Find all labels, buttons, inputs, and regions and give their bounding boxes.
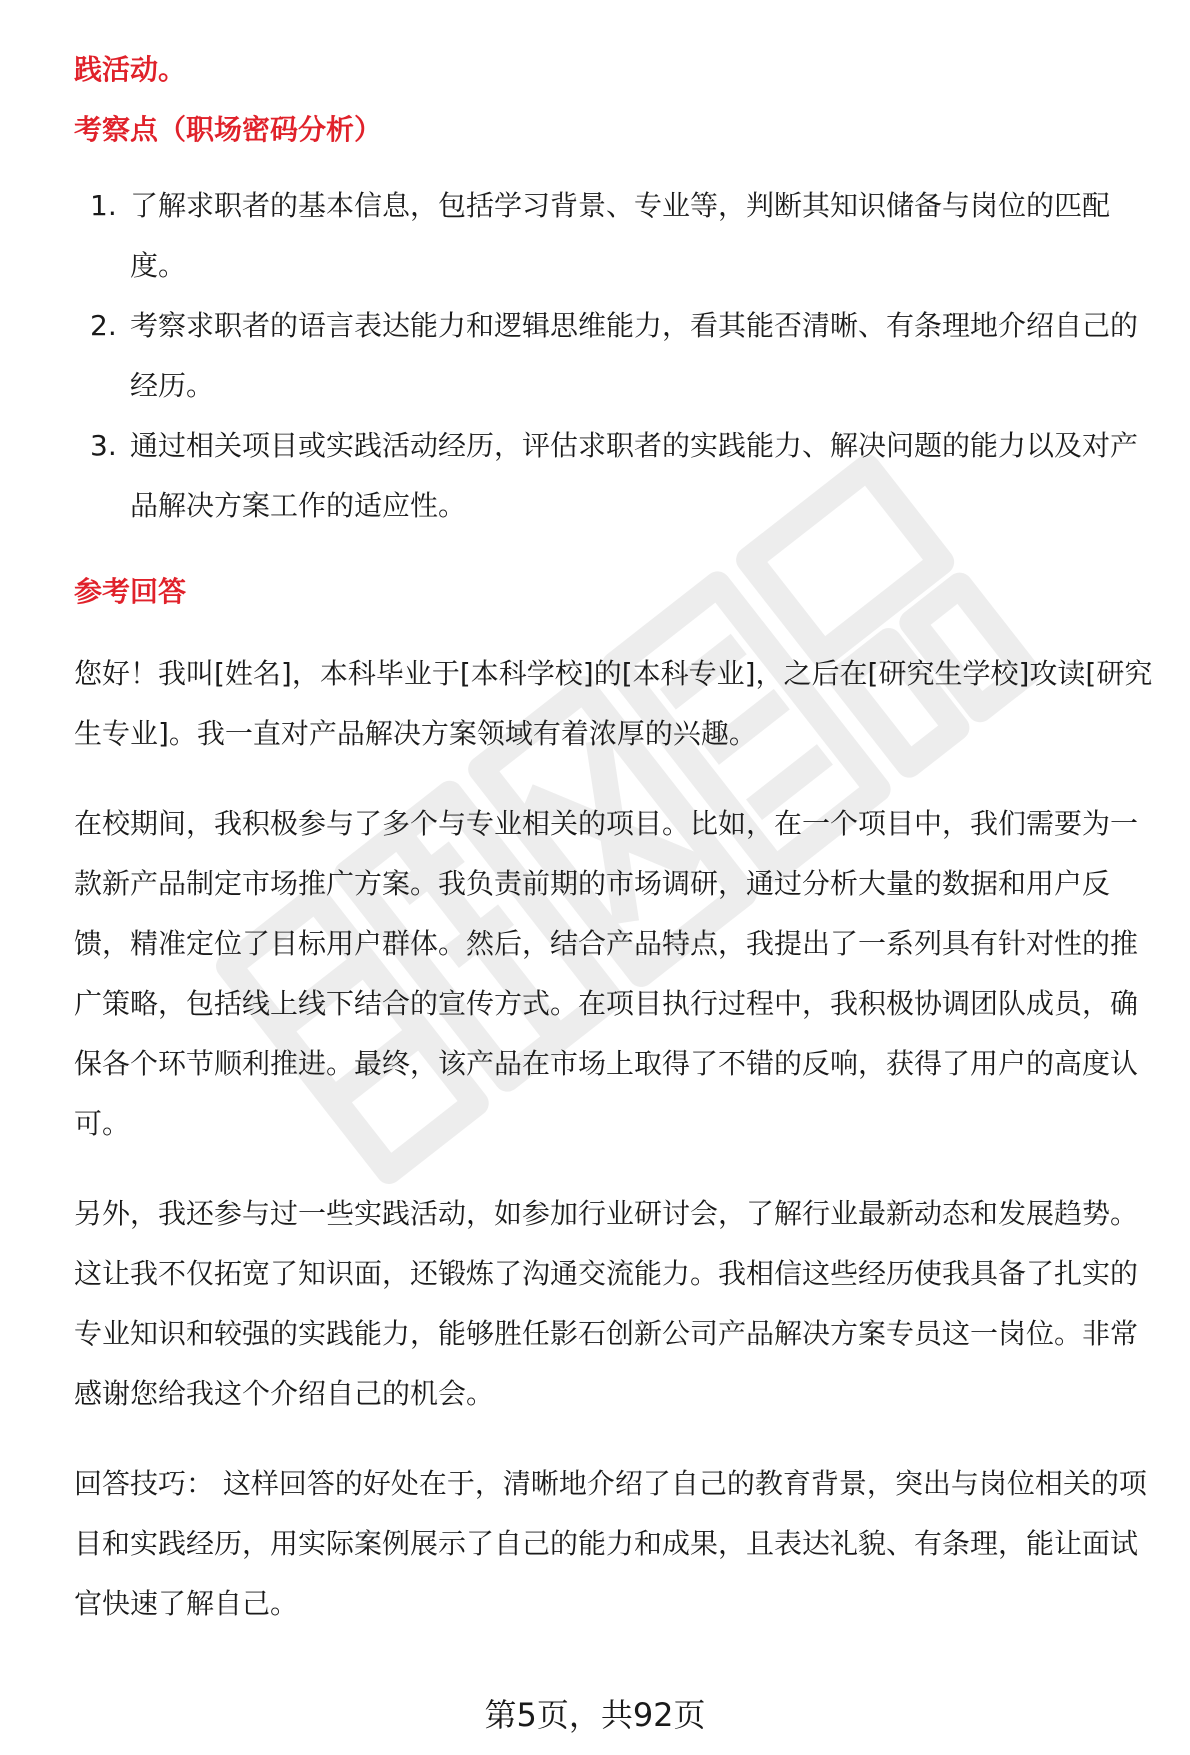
list-item-number: 2. (90, 309, 117, 342)
answer-paragraph: 另外，我还参与过一些实践活动，如参加行业研讨会，了解行业最新动态和发展趋势。这让我不仅拓宽了知识面，还锻炼了沟通交流能力。我相信这些经历使我具备了扎实的专业知识和较强的实践能力，能够胜任影石创新公司产品解决方案专员这一岗位。非常感谢您给我这个介绍自己的机会。 (74, 1197, 1139, 1410)
answer-tips-paragraph: 回答技巧： 这样回答的好处在于，清晰地介绍了自己的教育背景，突出与岗位相关的项目和实践经历，用实际案例展示了自己的能力和成果，且表达礼貌、有条理，能让面试官快速了解自己。 (74, 1467, 1147, 1620)
list-item (74, 416, 1154, 536)
list-item-text: 通过相关项目或实践活动经历，评估求职者的实践能力、解决问题的能力以及对产品解决方案工作的适应性。 (130, 429, 1139, 522)
list-item (74, 176, 1154, 296)
fragment-heading: 践活动。 (74, 53, 187, 86)
list-item (74, 296, 1154, 416)
list-item-number: 3. (90, 429, 117, 462)
answer-heading: 参考回答 (74, 575, 187, 608)
points-heading: 考察点（职场密码分析） (74, 113, 383, 146)
page-number-footer: 第5页，共92页 (484, 1696, 706, 1734)
list-item-text: 了解求职者的基本信息，包括学习背景、专业等，判断其知识储备与岗位的匹配度。 (130, 189, 1111, 282)
answer-paragraph: 在校期间，我积极参与了多个与专业相关的项目。比如，在一个项目中，我们需要为一款新产品制定市场推广方案。我负责前期的市场调研，通过分析大量的数据和用户反馈，精准定位了目标用户群体。然后，结合产品特点，我提出了一系列具有针对性的推广策略，包括线上线下结合的宣传方式。在项目执行过程中，我积极协调团队成员，确保各个环节顺利推进。最终，该产品在市场上取得了不错的反响，获得了用户的高度认可。 (74, 807, 1139, 1140)
list-item-text: 考察求职者的语言表达能力和逻辑思维能力，看其能否清晰、有条理地介绍自己的经历。 (130, 309, 1139, 402)
answer-paragraph: 您好！我叫[姓名]，本科毕业于[本科学校]的[本科专业]，之后在[研究生学校]攻读[研究生专业]。我一直对产品解决方案领域有着浓厚的兴趣。 (74, 657, 1153, 750)
list-item-number: 1. (90, 189, 117, 222)
document-content (74, 48, 1154, 1664)
points-list (74, 176, 1154, 536)
